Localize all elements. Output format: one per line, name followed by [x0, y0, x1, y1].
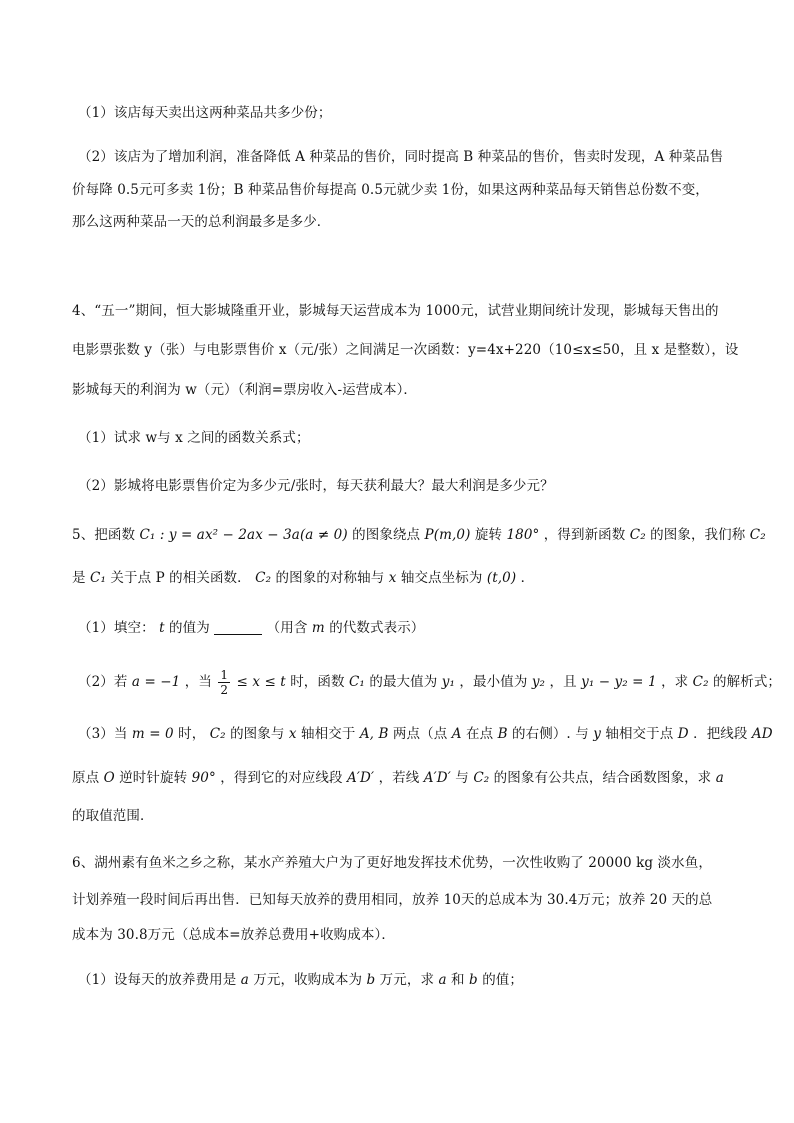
text: 的解析式； — [713, 674, 782, 690]
q3-part1: （1）该店每天卖出这两种菜品共多少份； — [78, 105, 332, 121]
q4-part2: （2）影城将电影票售价定为多少元/张时，每天获利最大？最大利润是多少元？ — [78, 478, 554, 494]
q4-line2: 电影票张数 y（张）与电影票售价 x（元/张）之间满足一次函数：y=4x+220（10≤x≤50，且 x 是整数），设 — [72, 342, 739, 358]
text: 的右侧）. 与 — [512, 726, 589, 742]
segment-a1d1: A′D′ — [347, 770, 375, 786]
y1: y₁ — [441, 674, 456, 690]
a-var: a — [438, 972, 447, 988]
point-d: D — [677, 726, 689, 742]
q4-line3: 影城每天的利润为 w（元）（利润=票房收入-运营成本）． — [72, 382, 418, 398]
text: 的最大值为 — [369, 674, 438, 690]
c1: C₁ — [90, 570, 106, 586]
m-zero: m = 0 — [131, 726, 174, 742]
c1: C₁ — [349, 674, 365, 690]
text: ，得到新函数 — [543, 527, 626, 543]
text: 的图象与 — [230, 726, 285, 742]
text: 时， — [178, 726, 206, 742]
c2: C₂ — [255, 570, 272, 586]
equation: y₁ − y₂ = 1 — [581, 674, 657, 690]
condition: a = −1 — [131, 674, 181, 690]
segment-ad: AD — [751, 726, 773, 742]
point-t: (t,0) — [486, 570, 517, 586]
c2: C₂ — [473, 770, 490, 786]
text: 逆时针旋转 — [119, 770, 188, 786]
text: 的图象，我们称 — [650, 527, 746, 543]
text: （用含 — [266, 620, 308, 636]
denominator: 2 — [220, 683, 229, 697]
text: ，且 — [549, 674, 577, 690]
angle-90: 90° — [191, 770, 216, 786]
q6-line3: 成本为 30.8万元（总成本=放养总费用+收购成本）． — [72, 927, 395, 943]
text: ． — [520, 570, 535, 586]
text: （1）填空： — [78, 620, 155, 636]
x-var: x — [388, 570, 397, 586]
function-c1: C₁ : y = ax² − 2ax − 3a(a ≠ 0) — [139, 527, 348, 543]
text: 原点 — [72, 770, 100, 786]
point-p: P(m,0) — [424, 527, 471, 543]
text: 时，函数 — [290, 674, 345, 690]
text: ，求 — [661, 674, 689, 690]
text: （3）当 — [78, 726, 128, 742]
text: ，若线 — [378, 770, 420, 786]
text: ．把线段 — [693, 726, 748, 742]
text: 的图象有公共点，结合函数图象，求 — [493, 770, 712, 786]
a-var: a — [715, 770, 724, 786]
q5-line1 — [72, 525, 766, 545]
point-b: B — [497, 726, 508, 742]
text: 轴相交于 — [301, 726, 356, 742]
c2: C₂ — [209, 726, 226, 742]
q6-line1: 6、湖州素有鱼米之乡之称，某水产养殖大户为了更好地发挥技术优势，一次性收购了 20000 kg 淡水鱼， — [72, 855, 712, 871]
a-var: a — [240, 972, 249, 988]
c2: C₂ — [692, 674, 709, 690]
text: 万元，求 — [379, 972, 435, 988]
text: 和 — [451, 972, 465, 988]
text: 在点 — [465, 726, 494, 742]
b-var: b — [469, 972, 478, 988]
text: （2）若 — [78, 674, 128, 690]
origin-o: O — [103, 770, 115, 786]
text: 轴相交于点 — [605, 726, 674, 742]
text: 的图象绕点 — [352, 527, 421, 543]
q6-part1 — [78, 970, 523, 990]
text: 的图象的对称轴与 — [275, 570, 385, 586]
q5-part3-line2 — [72, 768, 724, 788]
y2: y₂ — [531, 674, 546, 690]
q4-line1: 4、“五一”期间，恒大影城隆重开业，影城每天运营成本为 1000元，试营业期间统计发现，影城每天售出的 — [72, 303, 719, 319]
numerator: 1 — [220, 668, 229, 682]
b-var: b — [366, 972, 376, 988]
c2: C₂ — [629, 527, 646, 543]
fraction-one-half — [218, 668, 230, 697]
q4-part1: （1）试求 w与 x 之间的函数关系式； — [78, 430, 310, 446]
answer-blank — [214, 620, 262, 635]
range: ≤ x ≤ t — [236, 674, 286, 690]
m-var: m — [311, 620, 325, 636]
text: 的值； — [482, 972, 523, 988]
q6-line2: 计划养殖一段时间后再出售．已知每天放养的费用相同，放养 10天的总成本为 30.4万元；放养 20 天的总 — [72, 892, 713, 908]
q3-part2-line2: 价每降 0.5元可多卖 1份；B 种菜品售价每提高 0.5元就少卖 1份，如果这两种菜品每天销售总份数不变， — [72, 182, 709, 198]
q5-part3-line3: 的取值范围． — [72, 808, 154, 824]
text: 关于点 P 的相关函数． — [110, 570, 251, 586]
text: 的值为 — [169, 620, 210, 636]
q5-part1 — [78, 618, 424, 638]
point-a: A — [451, 726, 462, 742]
text: ，最小值为 — [459, 674, 528, 690]
y-var: y — [593, 726, 601, 742]
text: 旋转 — [474, 527, 503, 543]
points-ab: A, B — [359, 726, 389, 742]
text: 是 — [72, 570, 86, 586]
text: ，当 — [184, 674, 212, 690]
q5-line2 — [72, 568, 534, 588]
angle: 180° — [506, 527, 540, 543]
t-var: t — [159, 620, 165, 636]
text: 万元，收购成本为 — [253, 972, 363, 988]
q3-part2-line1: （2）该店为了增加利润，准备降低 A 种菜品的售价，同时提高 B 种菜品的售价，售卖时发现，A 种菜品售 — [78, 149, 724, 165]
text: 的代数式表示） — [329, 620, 425, 636]
text: 轴交点坐标为 — [400, 570, 483, 586]
text: 两点（点 — [392, 726, 448, 742]
text: 与 — [455, 770, 469, 786]
text: ，得到它的对应线段 — [220, 770, 343, 786]
q5-part2 — [78, 668, 781, 697]
text: （1）设每天的放养费用是 — [78, 972, 237, 988]
q5-part3-line1 — [78, 724, 773, 744]
text: 5、把函数 — [72, 527, 136, 543]
c2: C₂ — [749, 527, 766, 543]
segment-a1d1: A′D′ — [423, 770, 451, 786]
x-var: x — [288, 726, 297, 742]
q3-part2-line3: 那么这两种菜品一天的总利润最多是多少． — [72, 214, 331, 230]
